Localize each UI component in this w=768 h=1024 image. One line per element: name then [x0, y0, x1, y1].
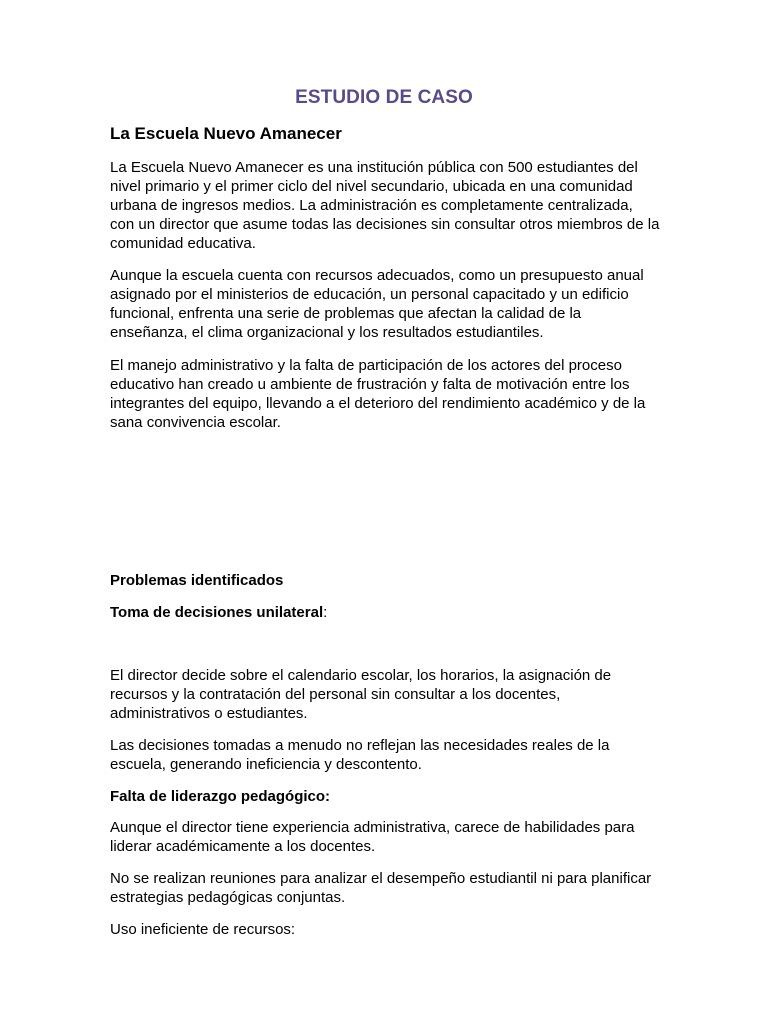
- resources-heading: Uso ineficiente de recursos:: [110, 921, 296, 938]
- document-title: ESTUDIO DE CASO: [295, 87, 473, 108]
- problems-heading: Problemas identificados: [110, 572, 284, 589]
- intro-paragraph-3: El manejo administrativo y la falta de participación de los actores del proceso educativo han creado u ambiente de frustración y falta de motivación entre los integrantes del equipo, llevando a el deterioro del rendimiento académico y de la sana convivencia escolar.: [110, 357, 646, 431]
- decisions-heading-text: Toma de decisiones unilateral: [110, 604, 324, 621]
- decisions-heading: [110, 603, 327, 622]
- document-subtitle: La Escuela Nuevo Amanecer: [110, 124, 342, 143]
- leadership-paragraph-2: No se realizan reuniones para analizar el desempeño estudiantil ni para planificar estrategias pedagógicas conjuntas.: [110, 870, 652, 906]
- intro-paragraph-2: Aunque la escuela cuenta con recursos adecuados, como un presupuesto anual asignado por el ministerios de educación, un personal capacitado y un edificio funcional, enfrenta una serie de problemas que afectan la calidad de la enseñanza, el clima organizacional y los resultados estudiantiles.: [110, 267, 644, 341]
- intro-paragraph-1: La Escuela Nuevo Amanecer es una institución pública con 500 estudiantes del nivel primario y el primer ciclo del nivel secundario, ubicada en una comunidad urbana de ingresos medios. La administración es completamente centralizada, con un director que asume todas las decisiones sin consultar otros miembros de la comunidad educativa.: [110, 159, 660, 252]
- leadership-paragraph-1: Aunque el director tiene experiencia administrativa, carece de habilidades para liderar académicamente a los docentes.: [110, 819, 635, 855]
- decisions-paragraph-2: Las decisiones tomadas a menudo no reflejan las necesidades reales de la escuela, generando ineficiencia y descontento.: [110, 737, 610, 773]
- decisions-paragraph-1: El director decide sobre el calendario escolar, los horarios, la asignación de recursos y la contratación del personal sin consultar a los docentes, administrativos o estudiantes.: [110, 667, 612, 722]
- decisions-heading-colon: :: [323, 604, 328, 621]
- leadership-heading: Falta de liderazgo pedagógico:: [110, 788, 331, 805]
